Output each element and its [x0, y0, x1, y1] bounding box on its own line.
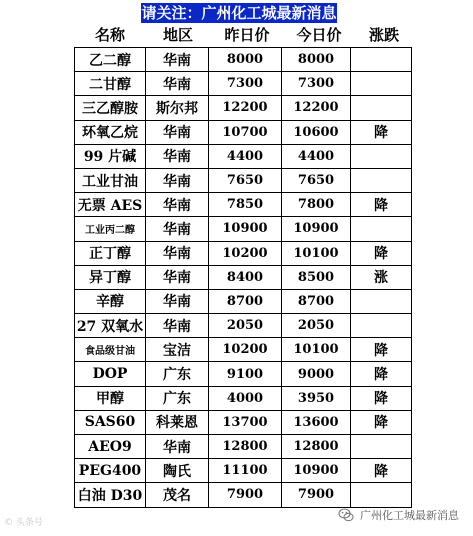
cell-today-price: 8500 — [282, 265, 351, 289]
table-row — [75, 48, 412, 72]
table-row — [75, 338, 412, 362]
cell-name: 工业甘油 — [75, 168, 146, 192]
cell-trend — [351, 144, 412, 168]
cell-name: 食品级甘油 — [75, 338, 146, 362]
table-row — [75, 217, 412, 241]
cell-region: 华南 — [146, 289, 209, 313]
cell-trend: 降 — [351, 410, 412, 434]
cell-yesterday-price: 7850 — [209, 193, 282, 217]
cell-yesterday-price: 10700 — [209, 120, 282, 144]
table-row — [75, 314, 412, 338]
cell-name: PEG400 — [75, 459, 146, 483]
cell-yesterday-price: 7900 — [209, 483, 282, 507]
cell-trend — [351, 289, 412, 313]
cell-name: 正丁醇 — [75, 241, 146, 265]
cell-today-price: 12200 — [282, 96, 351, 120]
cell-name: 99 片碱 — [75, 144, 146, 168]
cell-today-price: 4400 — [282, 144, 351, 168]
cell-today-price: 10900 — [282, 217, 351, 241]
cell-name: 甲醇 — [75, 386, 146, 410]
cell-region: 华南 — [146, 48, 209, 72]
cell-region: 茂名 — [146, 483, 209, 507]
cell-name: 27 双氧水 — [75, 314, 146, 338]
cell-trend: 降 — [351, 338, 412, 362]
table-row — [75, 289, 412, 313]
cell-trend — [351, 72, 412, 96]
cell-yesterday-price: 13700 — [209, 410, 282, 434]
table-header — [74, 24, 414, 46]
cell-today-price: 7800 — [282, 193, 351, 217]
cell-today-price: 2050 — [282, 314, 351, 338]
watermark-right — [338, 507, 459, 523]
cell-trend: 涨 — [351, 265, 412, 289]
cell-yesterday-price: 10900 — [209, 217, 282, 241]
cell-today-price: 9000 — [282, 362, 351, 386]
cell-yesterday-price: 8000 — [209, 48, 282, 72]
cell-today-price: 7300 — [282, 72, 351, 96]
cell-region: 华南 — [146, 193, 209, 217]
cell-trend: 降 — [351, 120, 412, 144]
table-row — [75, 459, 412, 483]
price-table-body — [75, 48, 412, 508]
cell-yesterday-price: 10200 — [209, 241, 282, 265]
cell-trend: 降 — [351, 362, 412, 386]
price-table — [74, 47, 412, 508]
cell-region: 华南 — [146, 144, 209, 168]
cell-yesterday-price: 7300 — [209, 72, 282, 96]
table-row — [75, 96, 412, 120]
header-today: 今日价 — [296, 26, 342, 44]
cell-region: 陶氏 — [146, 459, 209, 483]
cell-yesterday-price: 8400 — [209, 265, 282, 289]
cell-region: 广东 — [146, 362, 209, 386]
cell-yesterday-price: 7650 — [209, 168, 282, 192]
header-yesterday: 昨日价 — [224, 26, 270, 44]
watermark-right-text: 广州化工城最新消息 — [360, 509, 459, 522]
cell-name: 辛醇 — [75, 289, 146, 313]
table-row — [75, 386, 412, 410]
cell-yesterday-price: 12200 — [209, 96, 282, 120]
cell-today-price: 3950 — [282, 386, 351, 410]
cell-name: 异丁醇 — [75, 265, 146, 289]
cell-region: 斯尔邦 — [146, 96, 209, 120]
cell-name: SAS60 — [75, 410, 146, 434]
cell-name: DOP — [75, 362, 146, 386]
cell-today-price: 10100 — [282, 241, 351, 265]
cell-name: AEO9 — [75, 435, 146, 459]
cell-region: 宝洁 — [146, 338, 209, 362]
cell-yesterday-price: 10200 — [209, 338, 282, 362]
cell-trend — [351, 168, 412, 192]
cell-region: 广东 — [146, 386, 209, 410]
cell-name: 二甘醇 — [75, 72, 146, 96]
cell-name: 环氧乙烷 — [75, 120, 146, 144]
header-trend: 涨跌 — [368, 26, 399, 44]
header-name: 名称 — [94, 26, 125, 44]
cell-trend: 降 — [351, 386, 412, 410]
cell-today-price: 7650 — [282, 168, 351, 192]
cell-name: 白油 D30 — [75, 483, 146, 507]
cell-region: 华南 — [146, 120, 209, 144]
cell-trend — [351, 483, 412, 507]
table-row — [75, 193, 412, 217]
cell-today-price: 12800 — [282, 435, 351, 459]
cell-today-price: 8700 — [282, 289, 351, 313]
cell-yesterday-price: 11100 — [209, 459, 282, 483]
cell-region: 华南 — [146, 241, 209, 265]
cell-yesterday-price: 4000 — [209, 386, 282, 410]
table-row — [75, 483, 412, 507]
table-row — [75, 241, 412, 265]
cell-today-price: 7900 — [282, 483, 351, 507]
cell-region: 华南 — [146, 265, 209, 289]
cell-region: 华南 — [146, 314, 209, 338]
cell-name: 无票 AES — [75, 193, 146, 217]
cell-yesterday-price: 8700 — [209, 289, 282, 313]
cell-trend — [351, 48, 412, 72]
cell-yesterday-price: 2050 — [209, 314, 282, 338]
wechat-icon — [338, 507, 354, 523]
cell-yesterday-price: 12800 — [209, 435, 282, 459]
cell-trend: 降 — [351, 193, 412, 217]
cell-region: 华南 — [146, 217, 209, 241]
cell-name: 工业丙二醇 — [75, 217, 146, 241]
cell-trend: 降 — [351, 241, 412, 265]
banner-title: 请关注：广州化工城最新消息 — [141, 4, 337, 22]
cell-today-price: 13600 — [282, 410, 351, 434]
cell-region: 华南 — [146, 168, 209, 192]
table-row — [75, 168, 412, 192]
cell-yesterday-price: 4400 — [209, 144, 282, 168]
table-row — [75, 144, 412, 168]
table-row — [75, 72, 412, 96]
table-row — [75, 362, 412, 386]
table-row — [75, 120, 412, 144]
cell-today-price: 10900 — [282, 459, 351, 483]
header-region: 地区 — [162, 26, 193, 44]
table-row — [75, 265, 412, 289]
cell-trend — [351, 435, 412, 459]
cell-trend — [351, 96, 412, 120]
watermark-left: © 头条号 — [4, 518, 43, 528]
cell-today-price: 10100 — [282, 338, 351, 362]
cell-trend — [351, 314, 412, 338]
table-row — [75, 410, 412, 434]
cell-region: 华南 — [146, 435, 209, 459]
cell-region: 科莱恩 — [146, 410, 209, 434]
cell-region: 华南 — [146, 72, 209, 96]
cell-today-price: 10600 — [282, 120, 351, 144]
cell-name: 乙二醇 — [75, 48, 146, 72]
cell-today-price: 8000 — [282, 48, 351, 72]
table-row — [75, 435, 412, 459]
cell-yesterday-price: 9100 — [209, 362, 282, 386]
cell-trend: 降 — [351, 459, 412, 483]
cell-name: 三乙醇胺 — [75, 96, 146, 120]
cell-trend — [351, 217, 412, 241]
